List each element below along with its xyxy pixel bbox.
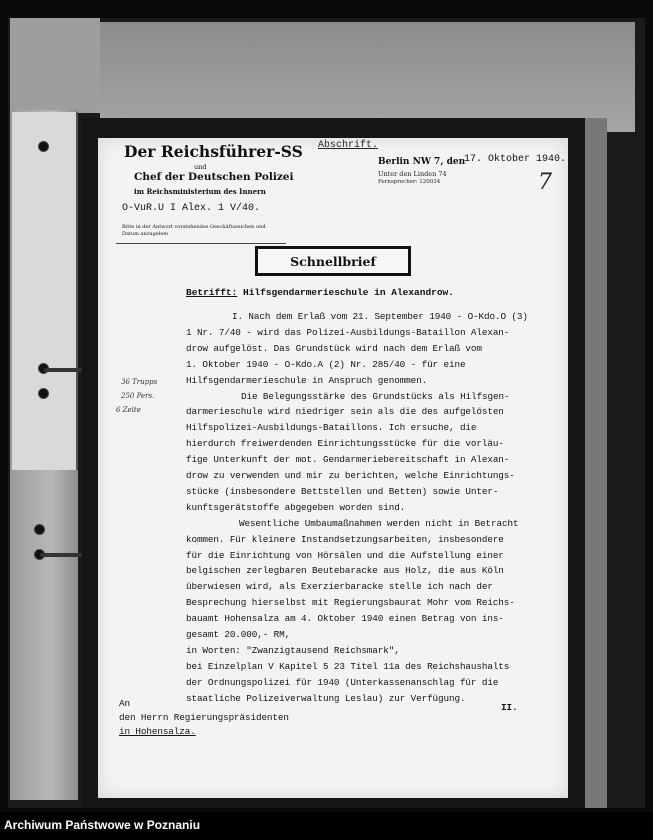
margin-note: 6 Zelte [116, 406, 141, 414]
body-line: Hilfspolizei-Ausbildungs-Bataillons. Ich ersuche, die [186, 422, 477, 434]
folder-edge-top [10, 18, 100, 113]
street-address: Unter den Linden 74 [378, 170, 447, 178]
place-line: Berlin NW 7, den [378, 157, 466, 167]
reference-divider [116, 243, 286, 244]
body-line: der Ordnungspolizei für 1940 (Unterkassenanschlag für die [186, 676, 499, 688]
address-line: in Hohensalza. [119, 726, 196, 737]
reference-note: Bitte in der Antwort vorstehendes Geschäftszeichen und Datum anzugeben [122, 224, 266, 237]
body-line: drow aufgelöst. Das Grundstück wird nach dem Erlaß vom [186, 342, 482, 354]
letterhead-und: und [194, 163, 207, 171]
folder-back [100, 22, 635, 132]
letterhead-subtitle: Chef der Deutschen Polizei [134, 171, 294, 183]
folder-tab [12, 112, 78, 470]
body-line: 1. Oktober 1940 - O-Kdo.A (2) Nr. 285/40 - für eine [186, 358, 466, 370]
body-line: stücke (insbesondere Bettstellen und Betten) sowie Unter- [186, 485, 499, 497]
body-line: Hilfsgendarmerieschule in Anspruch genommen. [186, 374, 428, 386]
body-line: kunftsgerätstoffe abgegeben worden sind. [186, 501, 406, 513]
schnellbrief-stamp: Schnellbrief [255, 246, 411, 276]
letterhead-ministry: im Reichsministerium des Innern [134, 187, 266, 196]
page-number: 7 [538, 170, 552, 195]
address-line: An [119, 698, 130, 709]
margin-note: 250 Pers. [121, 392, 155, 400]
body-line: staatliche Polizeiverwaltung Leslau) zur Verfügung. [186, 692, 466, 704]
body-line: für die Einrichtung von Hörsälen und die Aufstellung einer [186, 549, 504, 561]
body-line: kommen. Für kleinere Instandsetzungsarbeiten, insbesondere [186, 533, 504, 545]
punch-hole [38, 141, 49, 152]
punch-hole [34, 524, 45, 535]
subject-label: Betrifft: [186, 287, 238, 298]
letter-date: 17. Oktober 1940. [464, 154, 567, 165]
continuation-mark: II. [501, 702, 518, 713]
body-line: 1 Nr. 7/40 - wird das Polizei-Ausbildungs-Bataillon Alexan- [186, 326, 510, 338]
letterhead-title: Der Reichsführer-SS [124, 142, 303, 161]
subject-line [186, 287, 454, 298]
body-line: bei Einzelplan V Kapitel 5 23 Titel 11a des Reichshaushalts [186, 660, 510, 672]
address-line: den Herrn Regierungspräsidenten [119, 712, 289, 723]
body-line: I. Nach dem Erlaß vom 21. September 1940 - O-Kdo.O (3) [232, 311, 528, 322]
body-line: drow zu verwenden und mir zu berichten, welche Einrichtungs- [186, 470, 515, 481]
body-line: Besprechung hierselbst mit Regierungsbaurat Mohr vom Reichs- [186, 597, 515, 609]
subject-text: Hilfsgendarmerieschule in Alexandrow. [243, 287, 454, 298]
abschrift-label: Abschrift. [318, 140, 379, 151]
punch-hole [38, 388, 49, 399]
page-edge [585, 118, 607, 808]
body-line: hierdurch freiwerdenden Einrichtungsstücke für die vorläu- [186, 438, 504, 450]
archive-caption: Archiwum Państwowe w Poznaniu [4, 818, 201, 832]
body-line: gesamt 20.000,- RM, [186, 629, 291, 640]
body-line: fige Unterkunft der mot. Gendarmeriebereitschaft in Alexan- [186, 454, 510, 466]
body-line: belgischen zerlegbaren Beutebaracke aus Holz, die aus Köln [186, 565, 504, 577]
body-line: Wesentliche Umbaumaßnahmen werden nicht in Betracht [239, 517, 519, 529]
body-line: in Worten: "Zwanzigtausend Reichsmark", [186, 644, 400, 656]
margin-note: 36 Trupps [121, 378, 158, 386]
body-line: darmerieschule wird niedriger sein als die des aufgelösten [186, 406, 504, 418]
body-line: Die Belegungsstärke des Grundstücks als Hilfsgen- [241, 390, 510, 402]
reference-number: O-VuR.U I Alex. 1 V/40. [122, 203, 261, 214]
phone-number: Fernsprecher: 120034 [378, 179, 441, 185]
body-line: bauamt Hohensalza am 4. Oktober 1940 einen Betrag von ins- [186, 613, 504, 625]
body-line: überwiesen wird, als Exerzierbaracke stelle ich nach der [186, 581, 493, 593]
